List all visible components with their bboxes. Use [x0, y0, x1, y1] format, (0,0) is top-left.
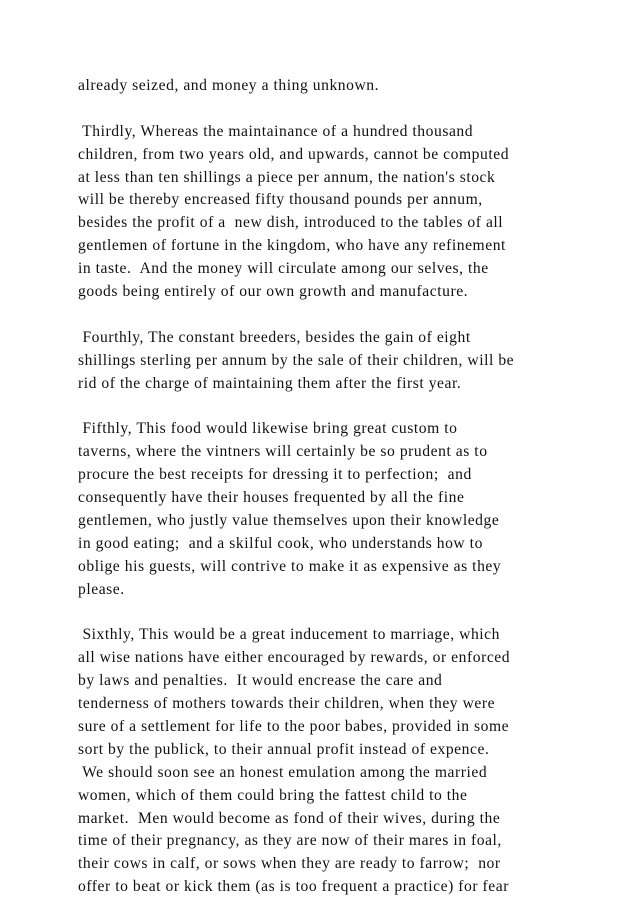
document-body: [78, 75, 578, 899]
text-line: offer to beat or kick them (as is too frequent a practice) for fear: [78, 878, 509, 896]
paragraph-gap: [78, 395, 578, 418]
text-line: We should soon see an honest emulation among the married: [78, 763, 488, 781]
text-line: Sixthly, This would be a great inducement to marriage, which: [78, 626, 500, 644]
text-line: market. Men would become as fond of their wives, during the: [78, 809, 501, 827]
text-line: all wise nations have either encouraged by rewards, or enforced: [78, 649, 511, 667]
text-line: gentlemen, who justly value themselves upon their knowledge: [78, 511, 500, 529]
text-line: shillings sterling per annum by the sale of their children, will be: [78, 351, 515, 369]
text-line: tenderness of mothers towards their children, when they were: [78, 695, 496, 713]
text-line: gentlemen of fortune in the kingdom, who have any refinement: [78, 237, 506, 255]
text-line: time of their pregnancy, as they are now of their mares in foal,: [78, 832, 502, 850]
text-line: procure the best receipts for dressing it to perfection; and: [78, 466, 472, 484]
text-line: sure of a settlement for life to the poor babes, provided in some: [78, 717, 510, 735]
text-line: rid of the charge of maintaining them after the first year.: [78, 374, 462, 392]
text-line: consequently have their houses frequented by all the fine: [78, 489, 465, 507]
text-line: Fifthly, This food would likewise bring great custom to: [78, 420, 458, 438]
text-line: in good eating; and a skilful cook, who understands how to: [78, 534, 483, 552]
text-line: their cows in calf, or sows when they are ready to farrow; nor: [78, 855, 501, 873]
paragraph-gap: [78, 98, 578, 121]
text-line: goods being entirely of our own growth and manufacture.: [78, 283, 469, 301]
text-line: in taste. And the money will circulate among our selves, the: [78, 260, 489, 278]
text-line: sort by the publick, to their annual profit instead of expence.: [78, 740, 490, 758]
text-line: children, from two years old, and upwards, cannot be computed: [78, 145, 510, 163]
text-line: already seized, and money a thing unknown.: [78, 77, 380, 94]
paragraph-gap: [78, 601, 578, 624]
text-line: at less than ten shillings a piece per annum, the nation's stock: [78, 168, 496, 186]
text-line: taverns, where the vintners will certainly be so prudent as to: [78, 443, 488, 461]
text-line: by laws and penalties. It would encrease the care and: [78, 672, 443, 690]
text-line: women, which of them could bring the fattest child to the: [78, 786, 468, 804]
text-line: oblige his guests, will contrive to make it as expensive as they: [78, 557, 502, 575]
text-line: Thirdly, Whereas the maintainance of a hundred thousand: [78, 122, 474, 140]
text-line: please.: [78, 580, 125, 598]
text-line: besides the profit of a new dish, introduced to the tables of all: [78, 214, 504, 232]
text-line: Fourthly, The constant breeders, besides the gain of eight: [78, 328, 471, 346]
paragraph-gap: [78, 304, 578, 327]
text-line: will be thereby encreased fifty thousand pounds per annum,: [78, 191, 483, 209]
